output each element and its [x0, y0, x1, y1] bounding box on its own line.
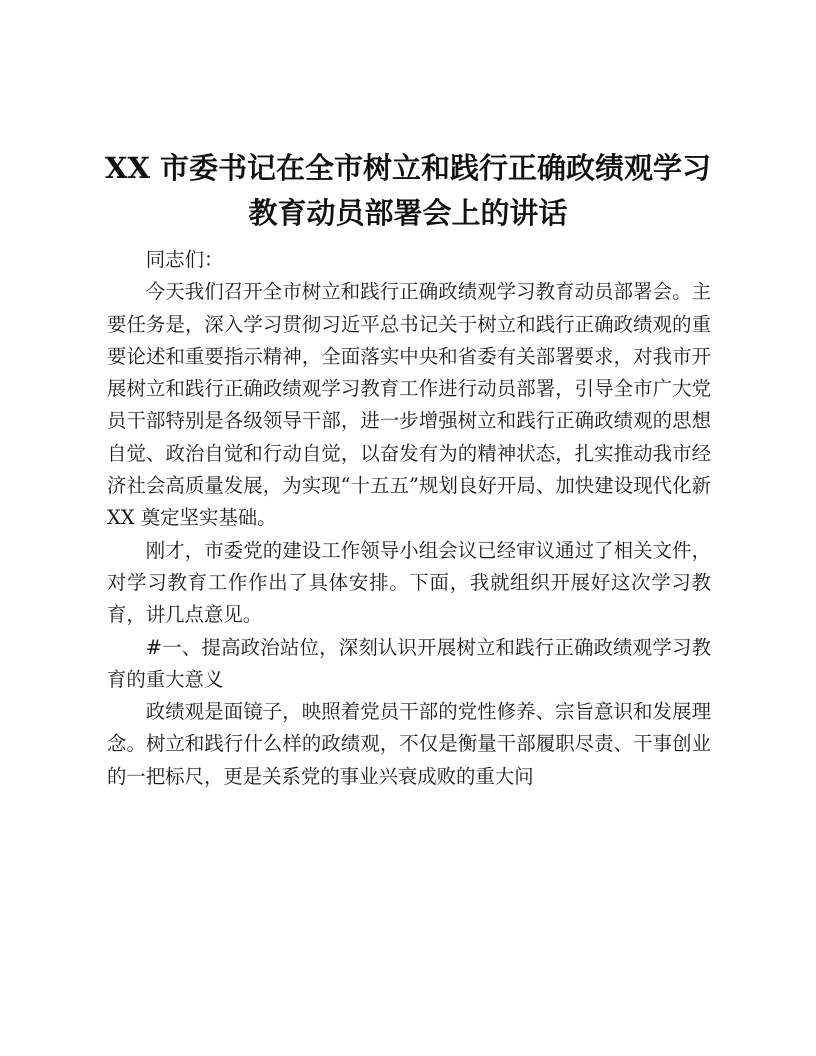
- document-title-line-2: 教育动员部署会上的讲话: [248, 196, 568, 230]
- body-paragraph: 刚才，市委党的建设工作领导小组会议已经审议通过了相关文件，对学习教育工作作出了具体安排。下面，我就组织开展好这次学习教育，讲几点意见。: [107, 538, 711, 627]
- body-paragraph: 今天我们召开全市树立和践行正确政绩观学习教育动员部署会。主要任务是，深入学习贯彻习近平总书记关于树立和践行正确政绩观的重要论述和重要指示精神，全面落实中央和省委有关部署要求，对我市开展树立和践行正确政绩观学习教育工作进行动员部署，引导全市广大党员干部特别是各级领导干部，进一步增强树立和践行正确政绩观的思想自觉、政治自觉和行动自觉，以奋发有为的精神状态，扎实推动我市经济社会高质量发展，为实现“十五五”规划良好开局、加快建设现代化新 XX 奠定坚实基础。: [107, 280, 711, 530]
- document-title-line-1: XX 市委书记在全市树立和践行正确政绩观学习: [104, 151, 712, 185]
- salutation: 同志们：: [145, 248, 224, 271]
- document-body: [107, 244, 711, 793]
- body-paragraph: 政绩观是面镜子，映照着党员干部的党性修养、宗旨意识和发展理念。树立和践行什么样的政绩观，不仅是衡量干部履职尽责、干事创业的一把标尺，更是关系党的事业兴衰成败的重大问: [107, 700, 711, 788]
- section-heading: #一、提高政治站位，深刻认识开展树立和践行正确政绩观学习教育的重大意义: [107, 635, 711, 691]
